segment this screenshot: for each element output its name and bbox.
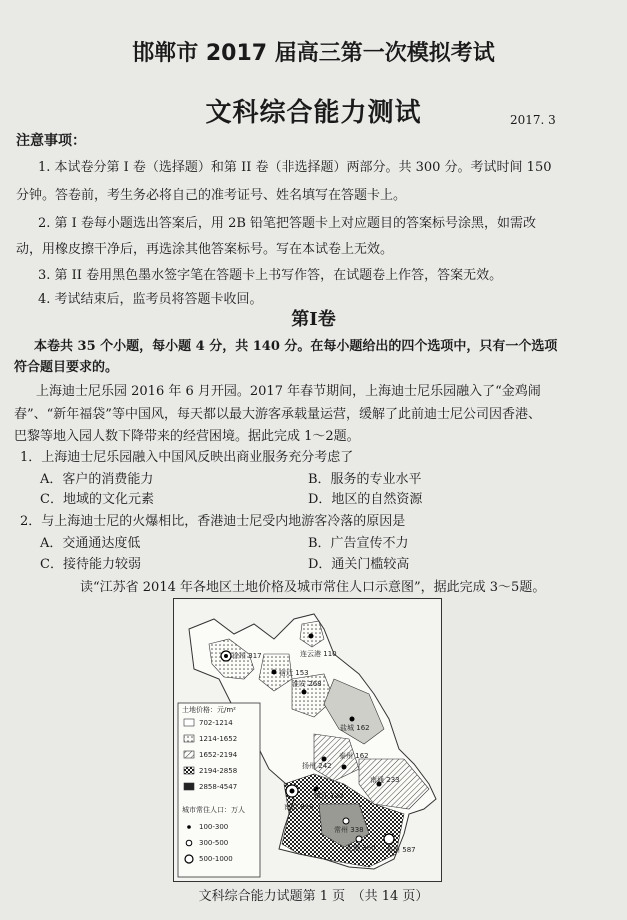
jiangsu-land-price-map <box>173 598 442 882</box>
city-name: 连云港 <box>300 650 321 658</box>
city-pop: 317 <box>248 652 262 660</box>
legend-label: 1652-2194 <box>199 751 238 759</box>
section-intro: 本卷共 35 个小题，每小题 4 分，共 140 分。在每小题给出的四个选项中，只有一个选项 <box>34 339 558 354</box>
passage-line: 巴黎等地入园人数下降带来的经营困境。据此完成 1～2题。 <box>14 429 360 444</box>
notice-line: 动，用橡皮擦干净后，再选涂其他答案标号。写在本试卷上无效。 <box>16 242 394 257</box>
city-name: 苏州 <box>386 846 400 854</box>
city-pop: 268 <box>308 680 322 688</box>
section-intro: 符合题目要求的。 <box>14 360 119 375</box>
notice-line: 分钟。答卷前，考生务必将自己的准考证号、姓名填写在答题卡上。 <box>16 188 407 203</box>
notice-line: 4. 考试结束后，监考员将答题卡收回。 <box>38 292 263 307</box>
legend-label: 500-1000 <box>199 855 233 863</box>
passage-line: 上海迪士尼乐园 2016 年 6 月开园。2017 年春节期间，上海迪士尼乐园融入了“金鸡闹 <box>36 384 541 399</box>
city-name: 南京 <box>284 803 298 811</box>
city-marker <box>343 818 349 824</box>
legend-swatch <box>184 735 194 742</box>
question-option: A．交通通达度低 <box>40 536 141 551</box>
question-stem: 2．与上海迪士尼的火爆相比，香港迪士尼受内地游客冷落的原因是 <box>20 514 406 529</box>
city-name: 无锡 <box>346 844 360 852</box>
question-option: D．地区的自然资源 <box>308 492 423 507</box>
city-name: 徐州 <box>232 652 246 660</box>
exam-title: 邯郸市 2017 届高三第一次模拟考试 <box>132 41 495 66</box>
legend-label: 2858-4547 <box>199 783 238 791</box>
city-name: 淮安 <box>292 680 306 688</box>
city-pop: 122 <box>330 792 344 800</box>
notice-heading: 注意事项： <box>16 133 86 149</box>
page-footer: 文科综合能力试题第 1 页 （共 14 页） <box>198 889 429 904</box>
legend-swatch <box>184 783 194 790</box>
city-name: 泰州 <box>339 752 353 760</box>
city-name: 扬州 <box>302 762 316 770</box>
exam-subtitle: 文科综合能力测试 <box>205 98 422 128</box>
city-pop: 110 <box>323 650 337 658</box>
notice-line: 1. 本试卷分第 I 卷（选择题）和第 II 卷（非选择题）两部分。共 300 分。考试时间 150 <box>38 160 552 175</box>
legend-swatch <box>184 751 194 758</box>
question-option: B．广告宣传不力 <box>308 536 409 551</box>
city-name: 盐城 <box>340 724 354 732</box>
legend-title: 土地价格：元/m² <box>182 706 236 714</box>
city-name: 宿迁 <box>279 669 293 677</box>
city-marker <box>350 717 355 722</box>
legend-label: 2194-2858 <box>199 767 238 775</box>
city-pop: 162 <box>355 752 369 760</box>
legend-label: 300-500 <box>199 839 229 847</box>
city-pop: 162 <box>356 724 370 732</box>
notice-line: 3. 第 II 卷用黑色墨水签字笔在答题卡上书写作答，在试题卷上作答，答案无效。 <box>38 268 503 283</box>
legend-dot <box>187 825 191 829</box>
exam-date: 2017. 3 <box>510 113 556 127</box>
city-marker <box>290 789 295 794</box>
city-pop: 360 <box>362 844 376 852</box>
city-pop: 819 <box>300 803 314 811</box>
city-name: 南通 <box>370 776 384 784</box>
passage-line: 春”、“新年福袋”等中国风，每天都以最大游客承载量运营，缓解了此前迪士尼公司因香港、 <box>14 407 541 422</box>
legend-label: 702-1214 <box>199 719 233 727</box>
city-marker <box>384 834 394 844</box>
city-pop: 587 <box>402 846 416 854</box>
city-marker <box>272 670 277 675</box>
city-marker <box>342 765 347 770</box>
question-option: D．通关门槛较高 <box>308 557 410 572</box>
legend-label: 1214-1652 <box>199 735 238 743</box>
legend-dot <box>186 840 192 846</box>
section-title: 第I卷 <box>291 309 336 330</box>
question-option: C．地域的文化元素 <box>40 492 154 507</box>
question-option: A．客户的消费能力 <box>40 472 154 487</box>
question-stem: 1．上海迪士尼乐园融入中国风反映出商业服务充分考虑了 <box>20 450 354 465</box>
legend-swatch <box>184 719 194 726</box>
question-option: C．接待能力较弱 <box>40 557 141 572</box>
city-marker <box>224 654 228 658</box>
legend-dot <box>185 855 193 863</box>
city-pop: 242 <box>318 762 332 770</box>
question-option: B．服务的专业水平 <box>308 472 422 487</box>
notice-line: 2. 第 I 卷每小题选出答案后，用 2B 铅笔把答题卡上对应题目的答案标号涂黑，如需改 <box>38 216 537 231</box>
city-pop: 233 <box>386 776 400 784</box>
city-marker <box>356 836 362 842</box>
city-name: 镇江 <box>314 792 328 800</box>
legend-swatch <box>184 767 194 774</box>
legend-label: 100-300 <box>199 823 229 831</box>
city-marker <box>309 634 314 639</box>
city-name: 常州 <box>334 826 348 834</box>
legend-pop-title: 城市常住人口：万人 <box>182 806 245 814</box>
city-marker <box>302 690 307 695</box>
city-pop: 338 <box>350 826 364 834</box>
map-intro: 读“江苏省 2014 年各地区土地价格及城市常住人口示意图”，据此完成 3～5题。 <box>80 580 546 595</box>
city-pop: 153 <box>295 669 309 677</box>
